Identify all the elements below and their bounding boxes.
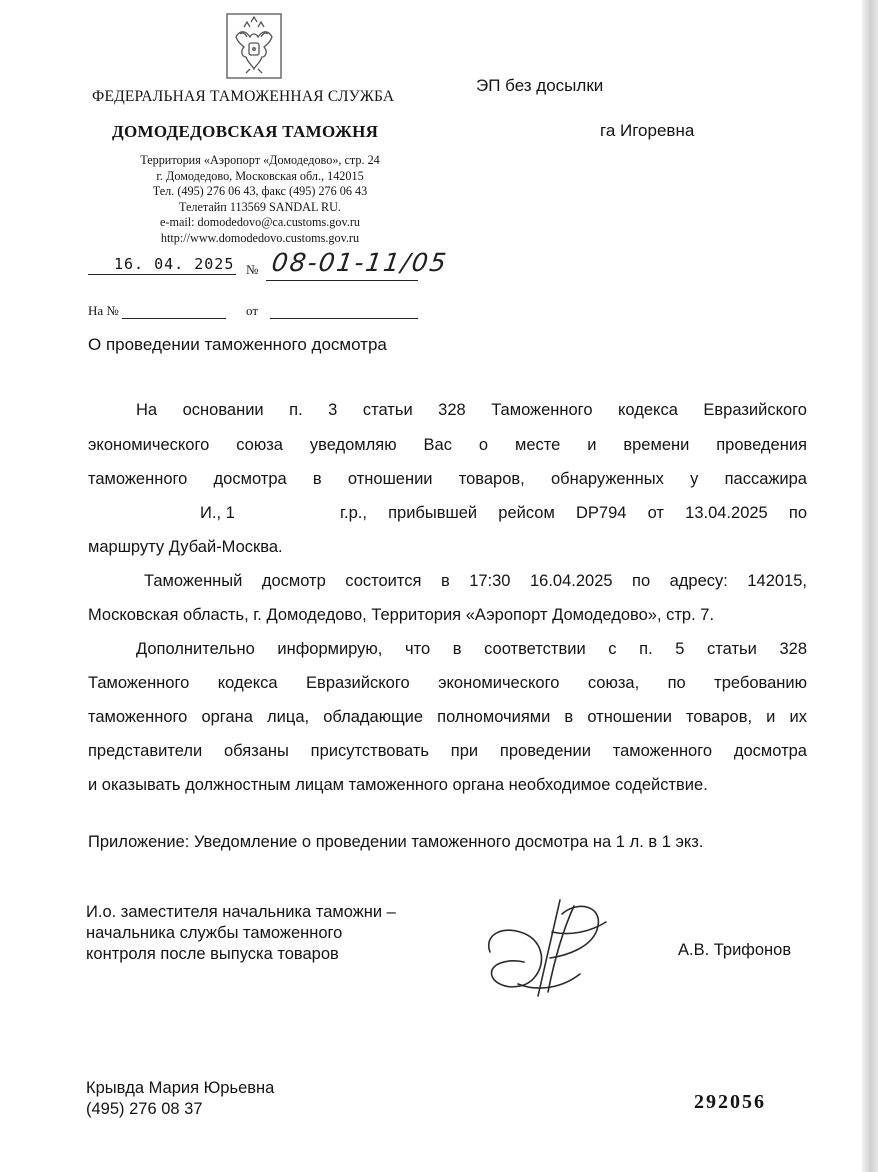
address-line: г. Домодедово, Московская обл., 142015: [156, 168, 364, 183]
letter-subject: О проведении таможенного досмотра: [88, 335, 387, 354]
recipient-name: га Игоревна: [600, 121, 695, 140]
paragraph-line: и оказывать должностным лицам таможенного органа необходимое содействие.: [88, 776, 708, 794]
paragraph-line: маршруту Дубай-Москва.: [88, 538, 283, 556]
signatory-title-line: начальника службы таможенного: [86, 924, 343, 942]
paragraph-line: Таможенный досмотр состоится в 17:30 16.04.2025 по адресу: 142015,: [144, 572, 807, 590]
website-line: http://www.domodedovo.customs.gov.ru: [160, 230, 360, 245]
paragraph-line: На основании п. 3 статьи 328 Таможенного кодекса Евразийского: [136, 401, 807, 419]
executor-phone: (495) 276 08 37: [86, 1100, 203, 1118]
signatory-title-line: контроля после выпуска товаров: [86, 945, 339, 963]
paragraph-line: Таможенного кодекса Евразийского экономического союза, по требованию: [88, 674, 807, 692]
email-line: e-mail: domodedovo@ca.customs.gov.ru: [160, 215, 360, 230]
registration-number: 08-01-11/05: [269, 248, 450, 277]
registration-date: 16. 04. 2025: [114, 255, 235, 273]
handwritten-signature-icon: [478, 892, 618, 1002]
paragraph-line: экономического союза уведомляю Вас о месте и времени проведения: [88, 436, 807, 454]
page-edge-shadow: [862, 0, 878, 1172]
attachment-line: Приложение: Уведомление о проведении таможенного досмотра на 1 л. в 1 экз.: [88, 833, 704, 851]
number-sign: №: [246, 262, 259, 277]
reference-date-underline: [270, 318, 418, 319]
reference-number-label: На №: [88, 303, 119, 318]
customs-office-name: ДОМОДЕДОВСКАЯ ТАМОЖНЯ: [112, 122, 379, 141]
paragraph-line: представители обязаны присутствовать при проведении таможенного досмотра: [88, 742, 807, 760]
reference-number-underline: [122, 318, 226, 319]
coat-of-arms-icon: [226, 13, 282, 79]
executor-block: [86, 1078, 274, 1120]
paragraph-line-fragment: И., 1: [200, 504, 235, 522]
number-underline: [266, 280, 418, 281]
teletype-line: Телетайп 113569 SANDAL RU.: [178, 199, 341, 214]
paragraph-line: таможенного досмотра в отношении товаров, обнаруженных у пассажира: [88, 470, 807, 488]
paragraph-line: Московская область, г. Домодедово, Территория «Аэропорт Домодедово», стр. 7.: [88, 606, 715, 624]
phone-line: Тел. (495) 276 06 43, факс (495) 276 06 43: [152, 184, 368, 199]
paragraph-line: Дополнительно информирую, что в соответствии с п. 5 статьи 328: [136, 640, 807, 658]
address-block: [108, 153, 412, 247]
paragraph-line: таможенного органа лица, обладающие полномочиями в отношении товаров, и их: [88, 708, 807, 726]
paragraph-line-fragment: г.р., прибывшей рейсом DP794 от 13.04.2025 по: [340, 504, 807, 522]
delivery-note: ЭП без досылки: [476, 76, 604, 95]
address-line: Территория «Аэропорт «Домодедово», стр. 24: [140, 153, 380, 167]
agency-name: ФЕДЕРАЛЬНАЯ ТАМОЖЕННАЯ СЛУЖБА: [92, 88, 395, 105]
reference-date-label: от: [246, 303, 259, 318]
date-underline: [88, 274, 236, 275]
signer-name: А.В. Трифонов: [678, 941, 792, 959]
document-serial-number: 292056: [694, 1091, 766, 1113]
executor-name: Крывда Мария Юрьевна: [86, 1079, 275, 1097]
signatory-title: [86, 902, 396, 965]
signatory-title-line: И.о. заместителя начальника таможни –: [86, 903, 396, 921]
